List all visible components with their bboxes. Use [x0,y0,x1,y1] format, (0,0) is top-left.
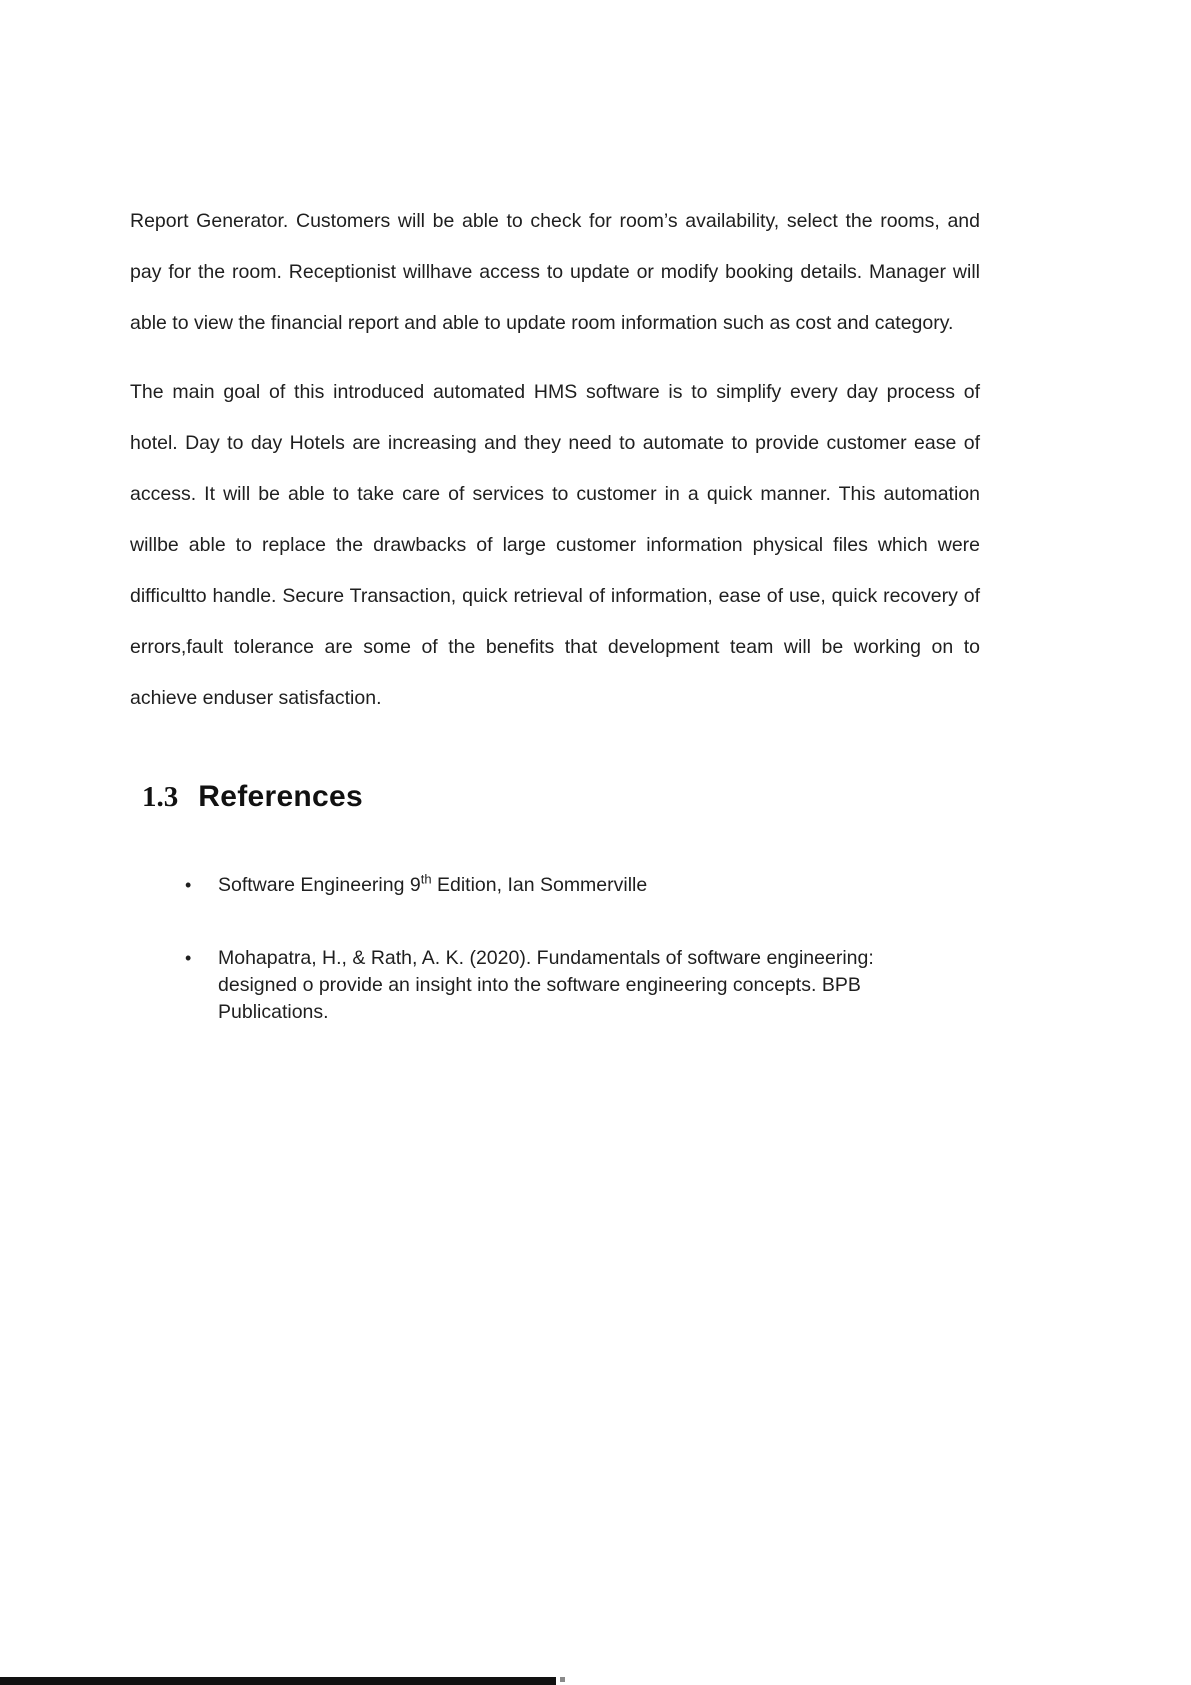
bullet-icon: • [185,948,192,968]
paragraph-report-generator: Report Generator. Customers will be able to check for room’s availability, select the rooms, and pay for the room. Receptionist willhave access to update or modify booking details. Manager will able to view the financial report and able to update room information such as cost and category. [130,210,980,334]
section-heading-references [130,780,980,814]
heading-title: References [198,780,364,813]
list-item [185,945,980,1026]
reference-text [218,945,953,1026]
bullet-icon: • [185,875,192,895]
page-bottom-bar [0,1677,556,1685]
page-bottom-tick [560,1677,565,1682]
paragraph-main-goal: The main goal of this introduced automated HMS software is to simplify every day process of hotel. Day to day Hotels are increasing and they need to automate to provide customer ease of access. It will be able to take care of services to customer in a quick manner. This automation willbe able to replace the drawbacks of large customer information physical files which were difficultto handle. Secure Transaction, quick retrieval of information, ease of use, quick recovery of errors,fault tolerance are some of the benefits that development team will be working on to achieve enduser satisfaction. [130,381,980,709]
reference-text [218,872,647,899]
reference-text-post: Edition, Ian Sommerville [431,874,648,896]
reference-superscript: th [420,871,432,887]
reference-text-pre: Mohapatra, H., & Rath, A. K. (2020). Fundamentals of software engineering: designed o provide an insight into the software engineering concepts. BPB Publications. [218,947,874,1023]
references-list [130,872,980,1026]
reference-text-pre: Software Engineering 9 [218,874,421,896]
list-item [185,872,980,899]
heading-number: 1.3 [142,781,179,813]
